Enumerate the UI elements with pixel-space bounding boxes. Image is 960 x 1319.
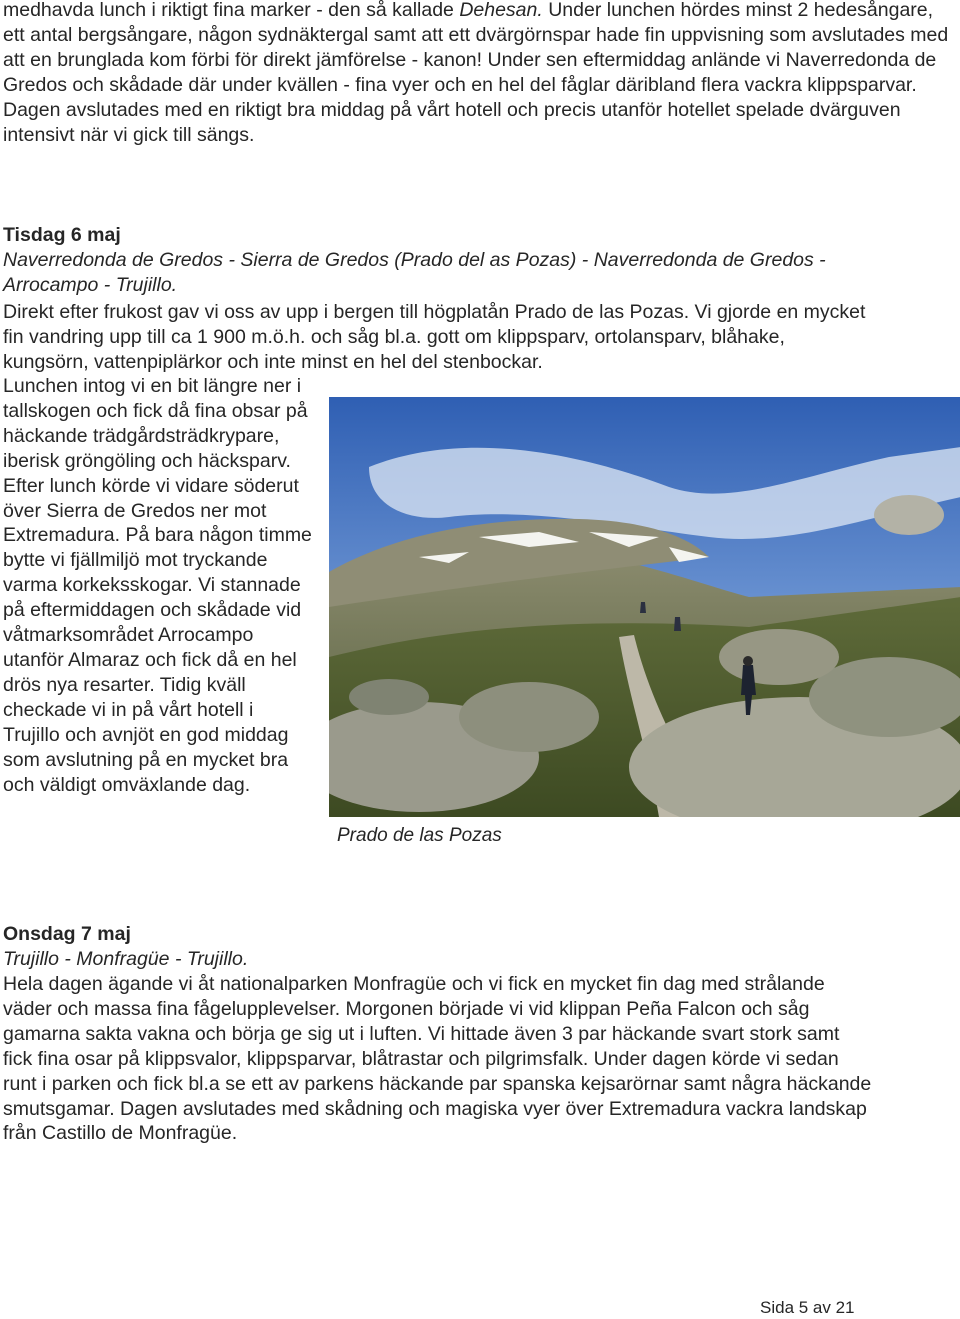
wednesday-paragraph: Hela dagen ägande vi åt nationalparken Monfragüe och vi fick en mycket fin dag med strålande väder och massa fina fågelupplevelser. Morgonen började vi vid klippan Peña Falcon och såg gamarna sakta vakna och börja ge sig ut i luften. Vi hittade även 3 par häckande svart stork samt fick fina osar på klippsvalor, klippsparvar, blåtrastar och pilgrimsfalk. Under dagen körde vi sedan runt i parken och fick bl.a se ett av parkens häckande par spanska kejsarörnar samt några häckande smutsgamar. Dagen avslutades med skådning och magiska vyer över Extremadura vackra landskap från Castillo de Monfragüe.: [3, 973, 872, 1145]
tuesday-side-paragraph: Lunchen intog vi en bit längre ner i tallskogen och fick då fina obsar på häckande trädgårdsträdkrypare, iberisk gröngöling och häcksparv. Efter lunch körde vi vidare söderut över Sierra de Gredos ner mot Extremadura. På bara någon timme bytte vi fjällmiljö mot tryckande varma korkeksskogar. Vi stannade på eftermiddagen och skådade vid våtmarksområdet Arrocampo utanför Almaraz och fick då en hel drös nya resarter. Tidig kväll checkade vi in på vårt hotell i Trujillo och avnjöt en god middag som avslutning på en mycket bra och väldigt omväxlande dag.: [3, 375, 312, 796]
tuesday-heading: Tisdag 6 maj: [3, 224, 121, 246]
wednesday-route: Trujillo - Monfragüe - Trujillo.: [3, 948, 249, 970]
intro-text-italic: Dehesan.: [459, 0, 543, 21]
intro-paragraph: [3, 0, 958, 147]
intro-text-2: Under lunchen hördes minst 2 hedesångare, ett antal bergsångare, någon sydnäktergal samt att ett dvärgörnspar hade fin uppvisning som avslutades med att en brunglada kom förbi för direkt jämförelse - kanon! Under sen eftermiddag anlände vi Naverredonda de Gredos och skådade där under kvällen - fina vyer och en hel del fåglar däribland flera vackra klippsparvar. Dagen avslutades med en riktigt bra middag på vårt hotell och precis utanför hotellet spelade dvärguven intensivt när vi gick till sängs.: [3, 0, 949, 146]
intro-text-1: medhavda lunch i riktigt fina marker - den så kallade: [3, 0, 460, 21]
tuesday-route: Naverredonda de Gredos - Sierra de Gredos (Prado del as Pozas) - Naverredonda de Gredos - Arrocampo - Trujillo.: [3, 249, 826, 296]
photo-caption: Prado de las Pozas: [337, 825, 502, 846]
tuesday-paragraph: Direkt efter frukost gav vi oss av upp i bergen till högplatån Prado de las Pozas. Vi gjorde en mycket fin vandring upp till ca 1 900 m.ö.h. och såg bl.a. gott om klippsparv, ortolansparv, blåhake, kungsörn, vattenpiplärkor och inte minst en hel del stenbockar.: [3, 301, 866, 373]
page-number: Sida 5 av 21: [760, 1298, 855, 1317]
wednesday-heading: Onsdag 7 maj: [3, 923, 131, 945]
mountain-trail-photo: [329, 397, 960, 817]
